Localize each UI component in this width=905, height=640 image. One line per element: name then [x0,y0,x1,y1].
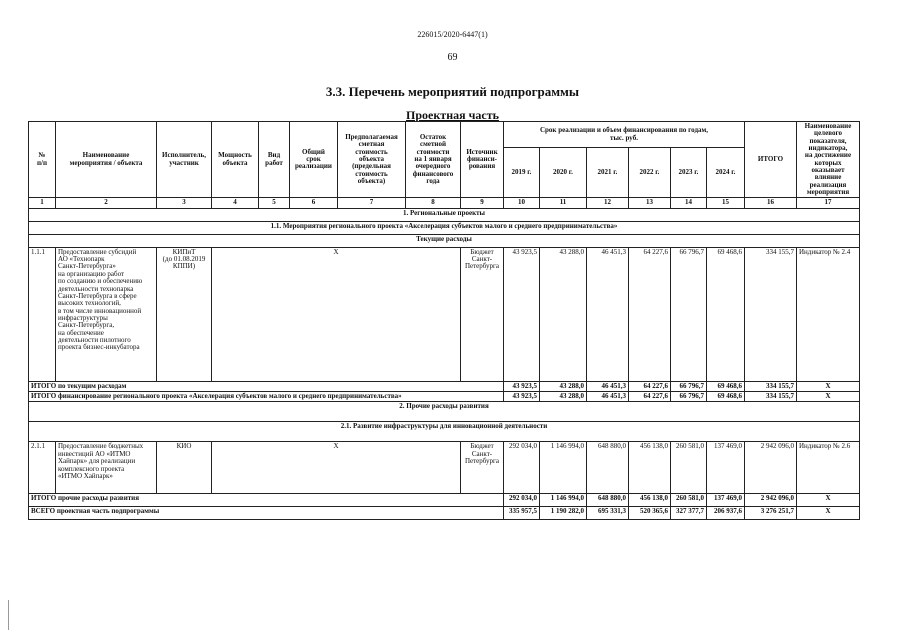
row-num: 2.1.1 [29,442,56,494]
total-value: 335 957,5 [504,507,540,520]
row-value: 66 796,7 [671,247,707,381]
header-work-type: Вид работ [259,122,290,198]
header-year: 2019 г. [504,148,540,198]
total-sum: 334 155,7 [745,381,797,391]
column-number: 4 [212,198,259,208]
header-num: № п/п [29,122,56,198]
row-source: Бюджет Санкт- Петербурга [461,247,504,381]
total-value: 43 288,0 [540,392,587,402]
total-value: 520 365,6 [629,507,671,520]
column-number: 3 [157,198,212,208]
total-label: ВСЕГО проектная часть подпрограммы [29,507,504,520]
row-value: 69 468,6 [707,247,745,381]
row-source: Бюджет Санкт- Петербурга [461,442,504,494]
header-period-group: Срок реализации и объем финансирования по годам, тыс. руб. [504,122,745,148]
header-remaining-cost: Остаток сметной стоимости на 1 января очередного финансового года [406,122,461,198]
row-num: 1.1.1 [29,247,56,381]
row-indicator: Индикатор № 2.4 [797,247,860,381]
page-number: 69 [447,52,458,63]
row-value: 46 451,3 [587,247,629,381]
expense-type-heading: Текущие расходы [29,234,860,247]
total-value: 64 227,6 [629,381,671,391]
total-value: 137 469,0 [707,494,745,507]
header-year: 2023 г. [671,148,707,198]
total-label: ИТОГО финансирование регионального проекта «Акселерация субъектов малого и среднего предпринимательства» [29,392,504,402]
table-row [29,247,860,381]
header-year: 2021 г. [587,148,629,198]
row-indicator: Индикатор № 2.6 [797,442,860,494]
total-value: 292 034,0 [504,494,540,507]
column-number: 7 [338,198,406,208]
column-number: 1 [29,198,56,208]
total-value: 43 923,5 [504,392,540,402]
row-value: 456 138,0 [629,442,671,494]
total-value: 66 796,7 [671,381,707,391]
header-year: 2024 г. [707,148,745,198]
column-number: 17 [797,198,860,208]
row-x-mark: X [212,442,461,494]
subsection-heading: 2.1. Развитие инфраструктуры для инновационной деятельности [29,422,860,442]
total-value: 43 923,5 [504,381,540,391]
column-number: 11 [540,198,587,208]
total-value: 260 581,0 [671,494,707,507]
column-number: 5 [259,198,290,208]
total-value: 1 190 282,0 [540,507,587,520]
total-value: 46 451,3 [587,392,629,402]
total-sum: 3 276 251,7 [745,507,797,520]
row-value: 648 880,0 [587,442,629,494]
total-value: 1 146 994,0 [540,494,587,507]
total-sum: 2 942 096,0 [745,494,797,507]
total-value: 46 451,3 [587,381,629,391]
column-number: 10 [504,198,540,208]
activities-table [28,121,860,520]
header-indicator: Наименование целевого показателя, индикатора, на достижение которых оказывает влияние реализация мероприятия [797,122,860,198]
row-total: 334 155,7 [745,247,797,381]
total-sum: 334 155,7 [745,392,797,402]
column-number: 16 [745,198,797,208]
row-total: 2 942 096,0 [745,442,797,494]
header-year: 2020 г. [540,148,587,198]
header-funding-source: Источник финанси- рования [461,122,504,198]
section-heading: 2. Прочие расходы развития [29,402,860,422]
table-row [29,392,860,402]
row-name: Предоставление бюджетных инвестиций АО «ИТМО Хайпарк» для реализации комплексного проекта «ИТМО Хайпарк» [56,442,157,494]
total-value: 64 227,6 [629,392,671,402]
page-subtitle: Проектная часть [406,108,499,122]
header-capacity: Мощность объекта [212,122,259,198]
column-number: 14 [671,198,707,208]
column-number: 6 [290,198,338,208]
total-value: 69 468,6 [707,381,745,391]
table-row [29,507,860,520]
column-number: 12 [587,198,629,208]
table-row [29,442,860,494]
column-number: 9 [461,198,504,208]
header-year: 2022 г. [629,148,671,198]
row-value: 1 146 994,0 [540,442,587,494]
total-label: ИТОГО по текущим расходам [29,381,504,391]
total-value: 43 288,0 [540,381,587,391]
row-value: 137 469,0 [707,442,745,494]
total-value: 648 880,0 [587,494,629,507]
total-mark: X [797,392,860,402]
header-total-period: Общий срок реализации [290,122,338,198]
total-value: 66 796,7 [671,392,707,402]
column-number: 2 [56,198,157,208]
total-mark: X [797,381,860,391]
header-estimated-cost: Предполагаемая сметная стоимость объекта (предельная стоимость объекта) [338,122,406,198]
total-value: 206 937,6 [707,507,745,520]
row-value: 43 288,0 [540,247,587,381]
total-value: 456 138,0 [629,494,671,507]
total-value: 695 331,3 [587,507,629,520]
column-number: 15 [707,198,745,208]
total-value: 327 377,7 [671,507,707,520]
header-executor: Исполнитель, участник [157,122,212,198]
table-row [29,381,860,391]
total-label: ИТОГО прочие расходы развития [29,494,504,507]
row-executor: КИПиТ (до 01.08.2019 КППИ) [157,247,212,381]
row-x-mark: X [212,247,461,381]
document-id: 226015/2020-6447(1) [417,30,488,39]
row-value: 260 581,0 [671,442,707,494]
row-name: Предоставление субсидий АО «Технопарк Санкт-Петербурга» на организацию работ по созданию и обеспечению деятельности технопарка Санкт-Петербурга в сфере высоких технологий, в том числе инновационной инфраструктуры Санкт-Петербурга, на обеспечение деятельности пилотного проекта бизнес-инкубатора [56,247,157,381]
subsection-heading: 1.1. Мероприятия регионального проекта «Акселерация субъектов малого и среднего предпринимательства» [29,221,860,234]
total-mark: X [797,494,860,507]
row-value: 292 034,0 [504,442,540,494]
column-number: 8 [406,198,461,208]
row-value: 64 227,6 [629,247,671,381]
column-number: 13 [629,198,671,208]
header-total: ИТОГО [745,122,797,198]
page-title: 3.3. Перечень мероприятий подпрограммы [325,84,580,99]
row-executor: КИО [157,442,212,494]
scan-edge-mark [8,600,9,630]
total-value: 69 468,6 [707,392,745,402]
row-value: 43 923,5 [504,247,540,381]
header-name: Наименование мероприятия / объекта [56,122,157,198]
total-mark: X [797,507,860,520]
table-row [29,494,860,507]
section-heading: 1. Региональные проекты [29,208,860,221]
